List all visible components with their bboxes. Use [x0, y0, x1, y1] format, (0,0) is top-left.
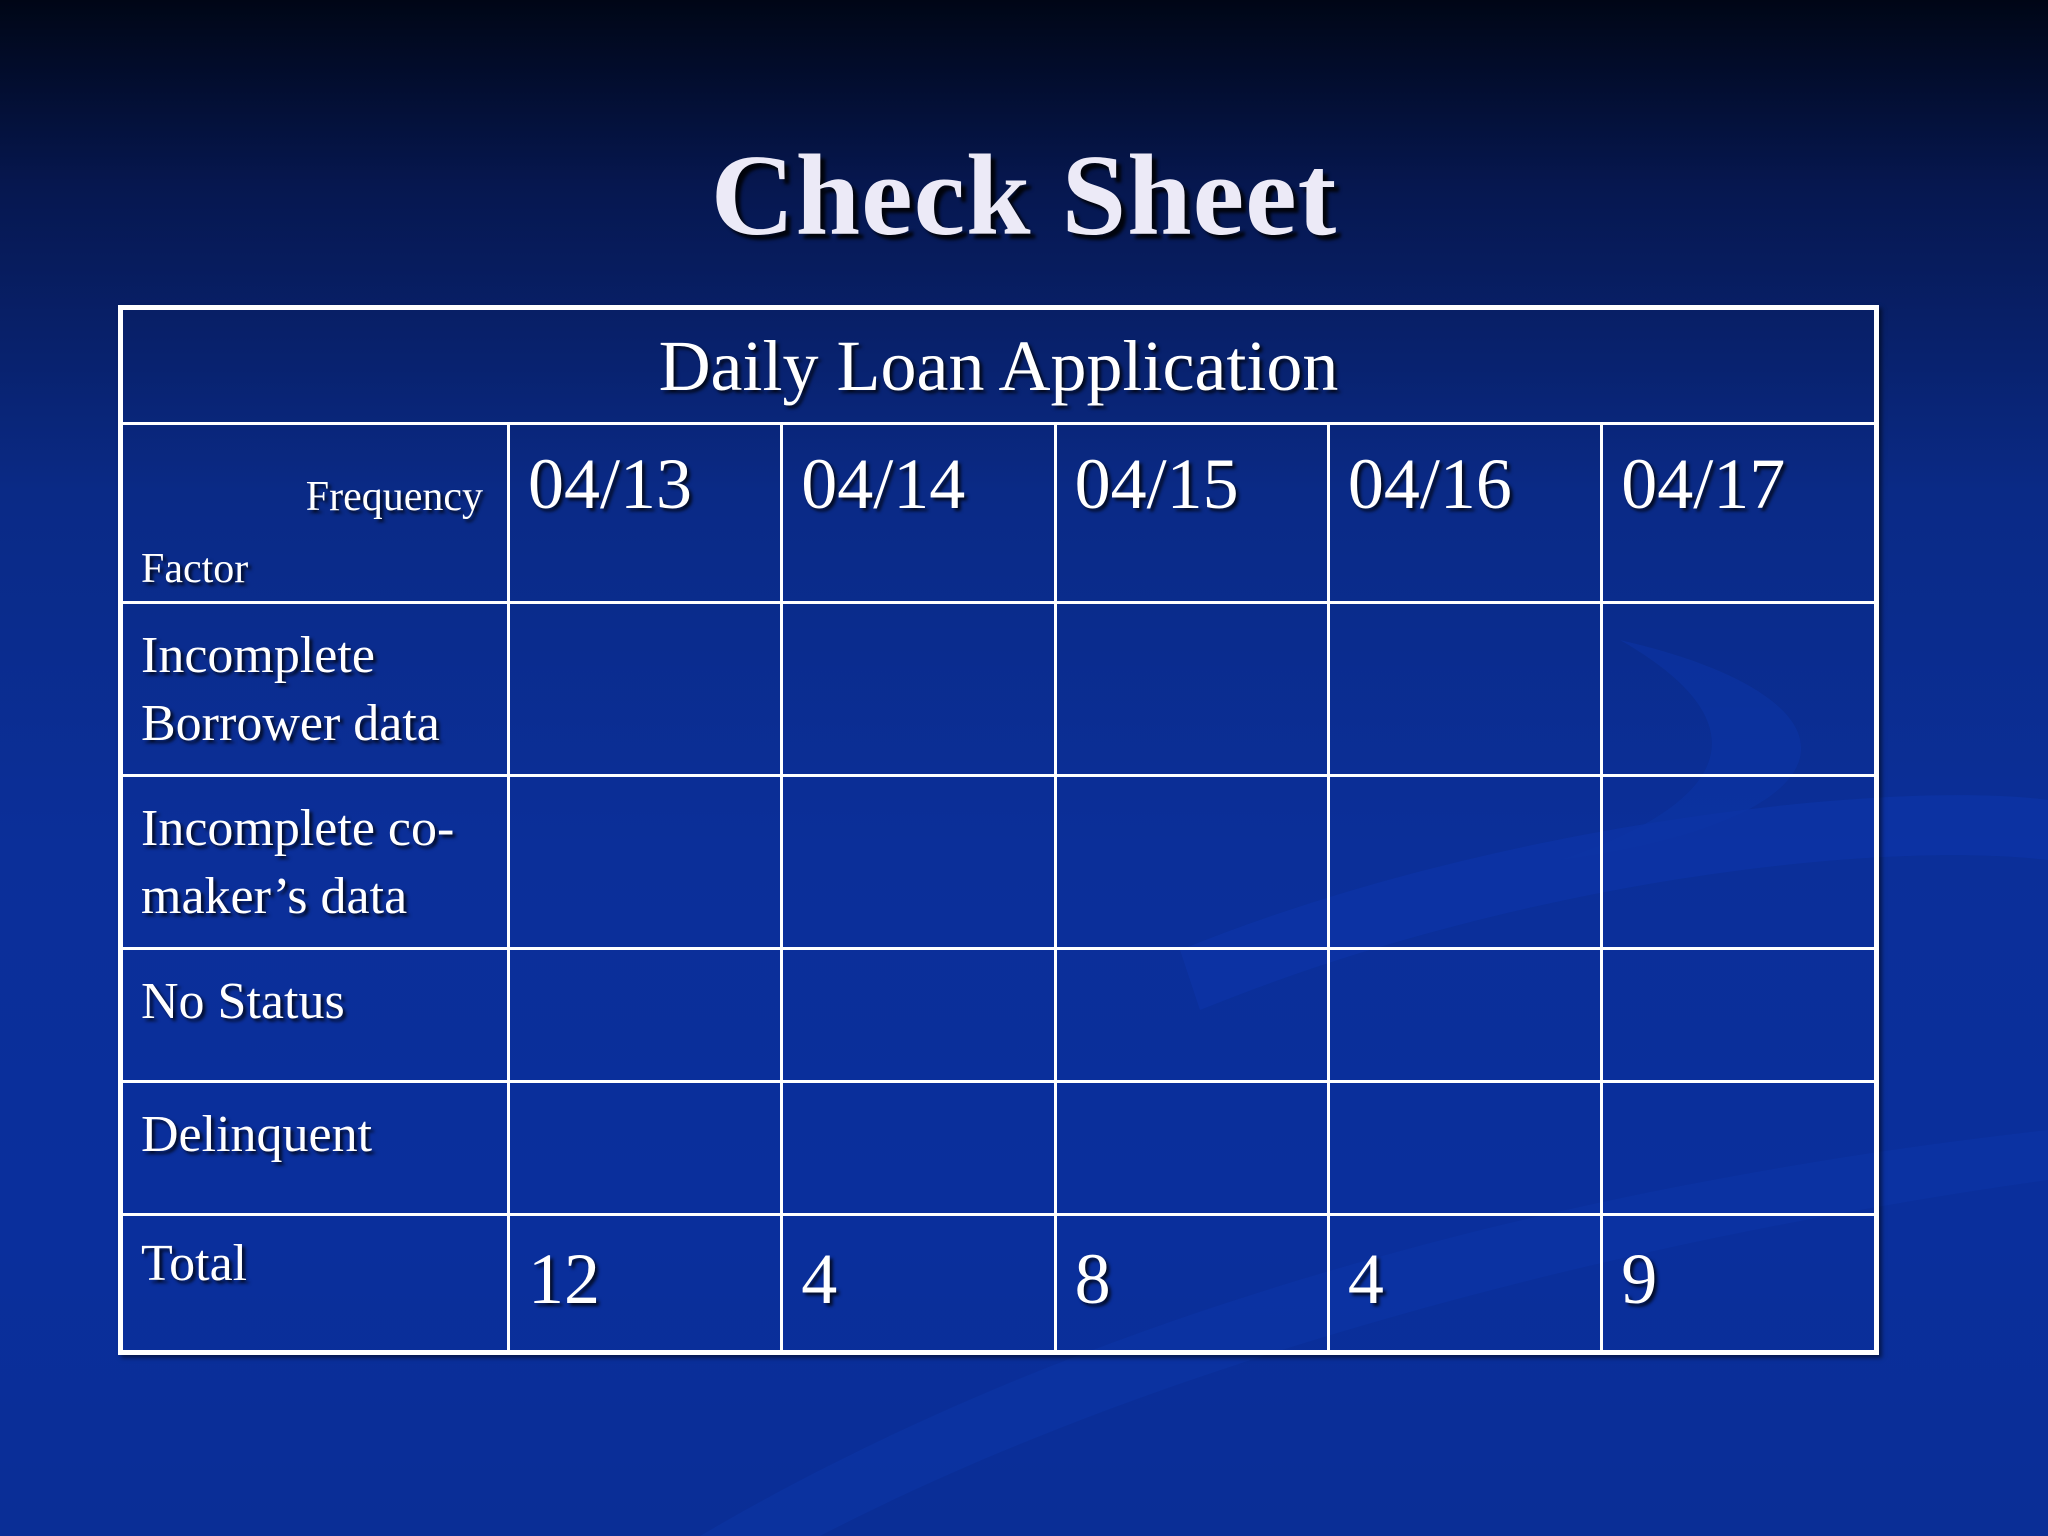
total-value: 4	[782, 1215, 1055, 1353]
tally-cell	[1328, 949, 1601, 1082]
total-value: 8	[1055, 1215, 1328, 1353]
caption-row	[121, 308, 1877, 424]
date-header: 04/14	[782, 424, 1055, 603]
date-header: 04/15	[1055, 424, 1328, 603]
tally-cell	[782, 1082, 1055, 1215]
frequency-label: Frequency	[305, 474, 483, 520]
factor-line: Incomplete	[141, 627, 375, 684]
table-row	[121, 1082, 1877, 1215]
table-row	[121, 603, 1877, 776]
table-caption: Daily Loan Application	[121, 308, 1877, 424]
factor-cell	[121, 776, 509, 949]
total-row	[121, 1215, 1877, 1353]
tally-cell	[509, 1082, 782, 1215]
factor-line: Delinquent	[141, 1106, 373, 1163]
table-row	[121, 776, 1877, 949]
date-header: 04/17	[1602, 424, 1877, 603]
factor-line: Incomplete co-	[141, 800, 455, 857]
header-row	[121, 424, 1877, 603]
total-label: Total	[121, 1215, 509, 1353]
tally-cell	[509, 949, 782, 1082]
tally-cell	[509, 776, 782, 949]
table-row	[121, 949, 1877, 1082]
tally-cell	[1328, 603, 1601, 776]
tally-cell	[1055, 776, 1328, 949]
tally-cell	[509, 603, 782, 776]
factor-line: No Status	[141, 973, 345, 1030]
tally-cell	[1055, 1082, 1328, 1215]
factor-label: Factor	[141, 546, 249, 592]
corner-header-cell	[121, 424, 509, 603]
tally-cell	[782, 776, 1055, 949]
tally-cell	[1055, 603, 1328, 776]
total-value: 9	[1602, 1215, 1877, 1353]
tally-cell	[1602, 949, 1877, 1082]
factor-cell	[121, 1082, 509, 1215]
tally-cell	[1328, 1082, 1601, 1215]
date-header: 04/16	[1328, 424, 1601, 603]
factor-cell	[121, 603, 509, 776]
tally-cell	[1602, 1082, 1877, 1215]
factor-cell	[121, 949, 509, 1082]
tally-cell	[1602, 603, 1877, 776]
check-sheet-table	[118, 305, 1879, 1355]
tally-cell	[1055, 949, 1328, 1082]
tally-cell	[782, 603, 1055, 776]
tally-cell	[1328, 776, 1601, 949]
tally-cell	[782, 949, 1055, 1082]
tally-cell	[1602, 776, 1877, 949]
slide-title: Check Sheet	[710, 132, 1338, 260]
factor-line: Borrower data	[141, 695, 440, 752]
factor-line: maker’s data	[141, 868, 408, 925]
date-header: 04/13	[509, 424, 782, 603]
total-value: 12	[509, 1215, 782, 1353]
total-value: 4	[1328, 1215, 1601, 1353]
